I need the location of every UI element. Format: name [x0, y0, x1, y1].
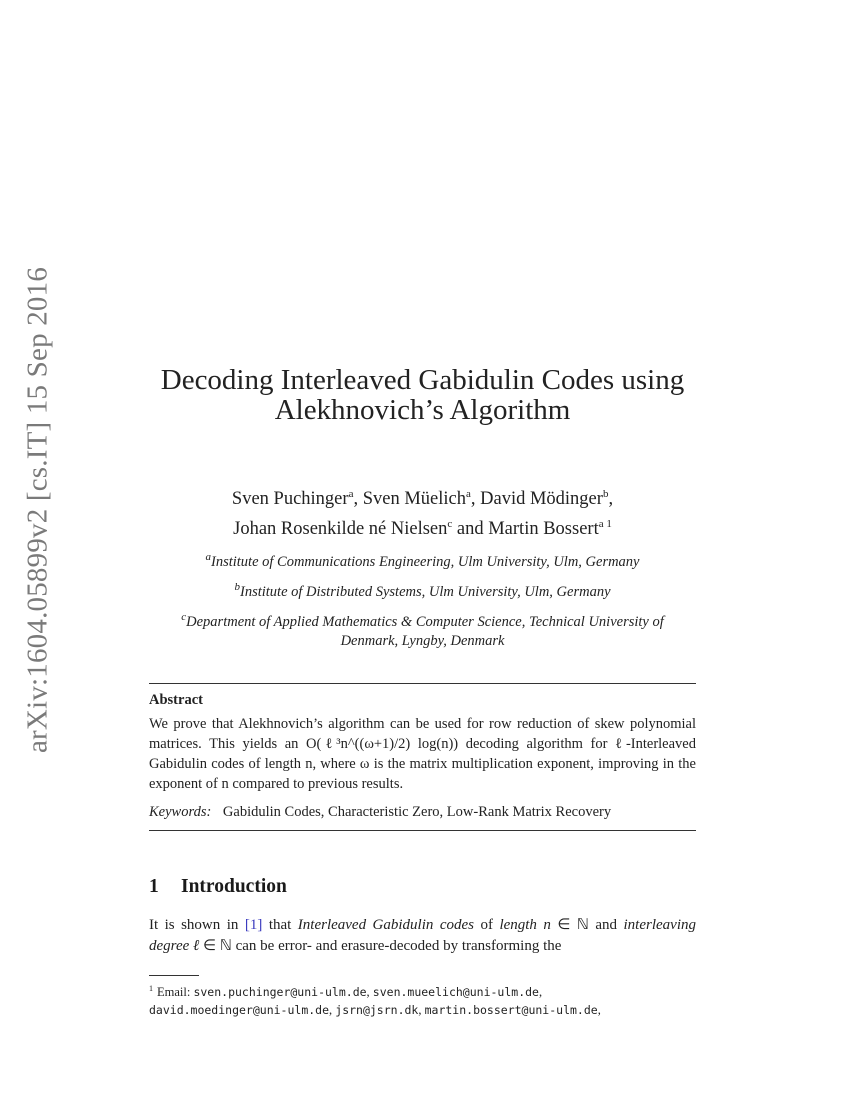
title-line-2: Alekhnovich’s Algorithm — [274, 394, 571, 426]
footnote-rule — [149, 975, 199, 976]
affiliation-a: $^a$Institute of Communications Engineering, Ulm University, Ulm, Germany — [205, 551, 640, 570]
author-name: Johan Rosenkilde né Nielsen — [233, 519, 448, 540]
affiliation-c: $^c$Department of Applied Mathematics & Computer Science, Technical University of — [181, 610, 664, 630]
affiliation-b: $^b$Institute of Distributed Systems, Ulm University, Ulm, Germany — [234, 580, 611, 600]
author-affil-marker: c — [447, 518, 453, 531]
author-name: David Mödinger — [480, 489, 603, 510]
affiliations — [140, 547, 705, 651]
email-link[interactable]: martin.bossert@uni-ulm.de — [424, 1003, 598, 1018]
keywords-text: Gabidulin Codes, Characteristic Zero, Low-Rank Matrix Recovery — [222, 804, 612, 820]
author-list — [150, 482, 695, 542]
email-link[interactable]: sven.mueelich@uni-ulm.de — [372, 985, 539, 1000]
abstract-bottom-rule — [149, 830, 696, 831]
abstract-heading: Abstract — [149, 692, 203, 708]
author-name: Martin Bossert — [488, 519, 599, 540]
authors-line-2 — [150, 512, 695, 542]
authors-line-1: Sven Puchinger$^a$, Sven Müelich$^a$, David Mödinger$^b$, — [231, 488, 614, 510]
author-affil-marker: a — [465, 488, 471, 500]
author-affil-marker: b — [602, 488, 609, 500]
arxiv-identifier-stamp: arXiv:1604.05899v2 [cs.IT] 15 Sep 2016 — [21, 266, 54, 754]
author-name: Sven Puchinger — [231, 489, 349, 510]
footnote-marker: 1 — [149, 984, 153, 993]
email-link[interactable]: jsrn@jsrn.dk — [335, 1003, 419, 1018]
abstract-block — [149, 690, 696, 822]
citation-link[interactable]: [1] — [244, 917, 263, 933]
author-conjunction: and — [456, 519, 484, 540]
keywords-line — [149, 802, 696, 822]
section-heading — [149, 876, 287, 898]
section-number: 1 — [149, 876, 159, 897]
paper-title — [150, 365, 695, 425]
email-link[interactable]: david.moedinger@uni-ulm.de — [149, 1003, 330, 1018]
footnote-label: Email: — [157, 985, 191, 1000]
title-line-1: Decoding Interleaved Gabidulin Codes using — [160, 364, 685, 396]
email-link[interactable]: sven.puchinger@uni-ulm.de — [193, 985, 367, 1000]
footnote-line-1: $^1$ Email: sven.puchinger@uni-ulm.de, sven.mueelich@uni-ulm.de, — [149, 984, 543, 1000]
abstract-top-rule — [149, 683, 696, 684]
affiliation-c-cont: Denmark, Lyngby, Denmark — [340, 633, 505, 650]
keywords-label: Keywords: — [149, 804, 212, 820]
abstract-text: We prove that Alekhnovich’s algorithm can be used for row reduction of skew polynomial matrices. This yields an O(ℓ³n^((ω+1)/2) log(n)) decoding algorithm for ℓ-Interleaved Gabidulin codes of length n, where ω is the matrix multiplication exponent, improving in the exponent of n compared to previous results. — [149, 716, 696, 792]
footnote-line-2: david.moedinger@uni-ulm.de, jsrn@jsrn.dk, martin.bossert@uni-ulm.de, — [149, 1003, 601, 1018]
intro-paragraph: It is shown in [1] that Interleaved Gabidulin codes of length n ∈ ℕ and interleaving degree ℓ ∈ ℕ can be error- and erasure-decoded by transforming the — [149, 917, 696, 954]
author-affil-marker: a 1 — [598, 518, 612, 531]
footnote — [149, 980, 709, 1019]
section-title-text: Introduction — [181, 876, 287, 897]
author-affil-marker: a — [348, 488, 354, 500]
author-name: Sven Müelich — [362, 489, 466, 510]
